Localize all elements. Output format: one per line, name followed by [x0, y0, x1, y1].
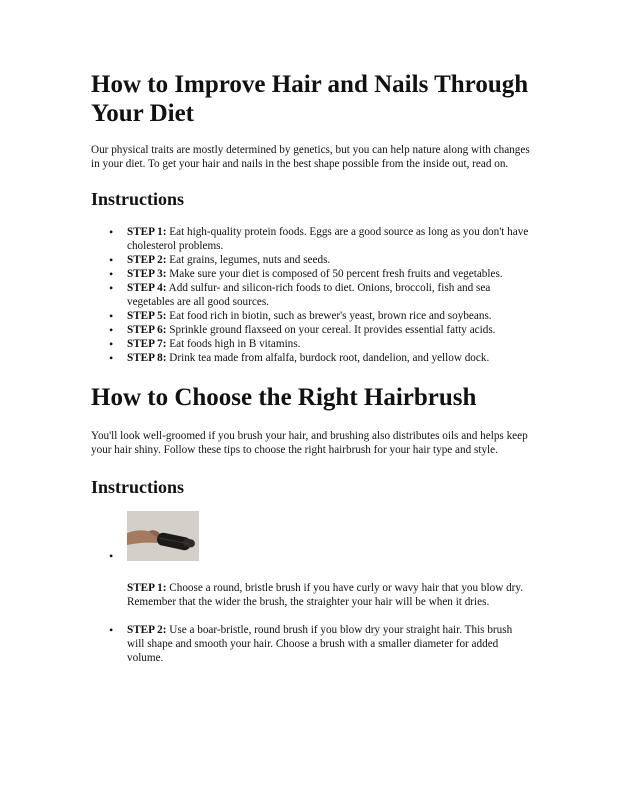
article-title-diet: How to Improve Hair and Nails Through Your Diet	[91, 71, 529, 127]
list-item	[91, 281, 531, 309]
step-text: Use a boar-bristle, round brush if you blow dry your straight hair. This brush will shape and smooth your hair. Choose a brush with a smaller diameter for added volume.	[127, 624, 513, 664]
instructions-heading-diet: Instructions	[91, 189, 185, 209]
step-text: Eat food rich in biotin, such as brewer's yeast, brown rice and soybeans.	[166, 310, 492, 322]
step-label: STEP 2:	[127, 624, 167, 636]
step-label: STEP 1:	[127, 582, 167, 594]
step-label: STEP 7:	[127, 338, 167, 350]
list-item	[91, 337, 531, 351]
list-item	[91, 323, 531, 337]
list-item	[91, 225, 531, 253]
list-item	[91, 267, 531, 281]
step-text: Eat foods high in B vitamins.	[166, 338, 301, 350]
step-text: Eat high-quality protein foods. Eggs are a good source as long as you don't have cholesterol problems.	[127, 226, 529, 252]
step-label: STEP 1:	[127, 226, 167, 238]
step-label: STEP 6:	[127, 324, 167, 336]
step-text: Choose a round, bristle brush if you have curly or wavy hair that you blow dry. Remember that the wider the brush, the straighter your hair will be when it dries.	[127, 582, 524, 608]
article-title-hairbrush: How to Choose the Right Hairbrush	[91, 384, 477, 411]
hairbrush-in-hand-icon	[127, 511, 199, 561]
step-text: Drink tea made from alfalfa, burdock root, dandelion, and yellow dock.	[166, 352, 490, 364]
step-label: STEP 8:	[127, 352, 167, 364]
list-item	[91, 351, 531, 365]
step-text: Add sulfur- and silicon-rich foods to diet. Onions, broccoli, fish and sea vegetables are all good sources.	[127, 282, 491, 308]
list-item-image	[91, 511, 531, 565]
article-intro-diet: Our physical traits are mostly determined by genetics, but you can help nature along with changes in your diet. To get your hair and nails in the best shape possible from the inside out, read on.	[91, 144, 530, 170]
list-item	[91, 309, 531, 323]
step-item	[91, 581, 531, 609]
list-item	[91, 253, 531, 267]
step-text: Eat grains, legumes, nuts and seeds.	[166, 254, 331, 266]
document-page	[91, 70, 531, 665]
step-item	[91, 623, 531, 665]
step-label: STEP 2:	[127, 254, 167, 266]
hairbrush-photo	[127, 511, 199, 561]
step-label: STEP 5:	[127, 310, 167, 322]
step-text: Make sure your diet is composed of 50 percent fresh fruits and vegetables.	[166, 268, 503, 280]
step-list-hairbrush	[91, 511, 531, 565]
article-intro-hairbrush: You'll look well-groomed if you brush your hair, and brushing also distributes oils and helps keep your hair shiny. Follow these tips to choose the right hairbrush for your hair type and style.	[91, 430, 528, 456]
step-label: STEP 4:	[127, 282, 167, 294]
step-list-diet	[91, 225, 531, 365]
step-text: Sprinkle ground flaxseed on your cereal. It provides essential fatty acids.	[166, 324, 496, 336]
step-label: STEP 3:	[127, 268, 167, 280]
instructions-heading-hairbrush: Instructions	[91, 477, 185, 497]
